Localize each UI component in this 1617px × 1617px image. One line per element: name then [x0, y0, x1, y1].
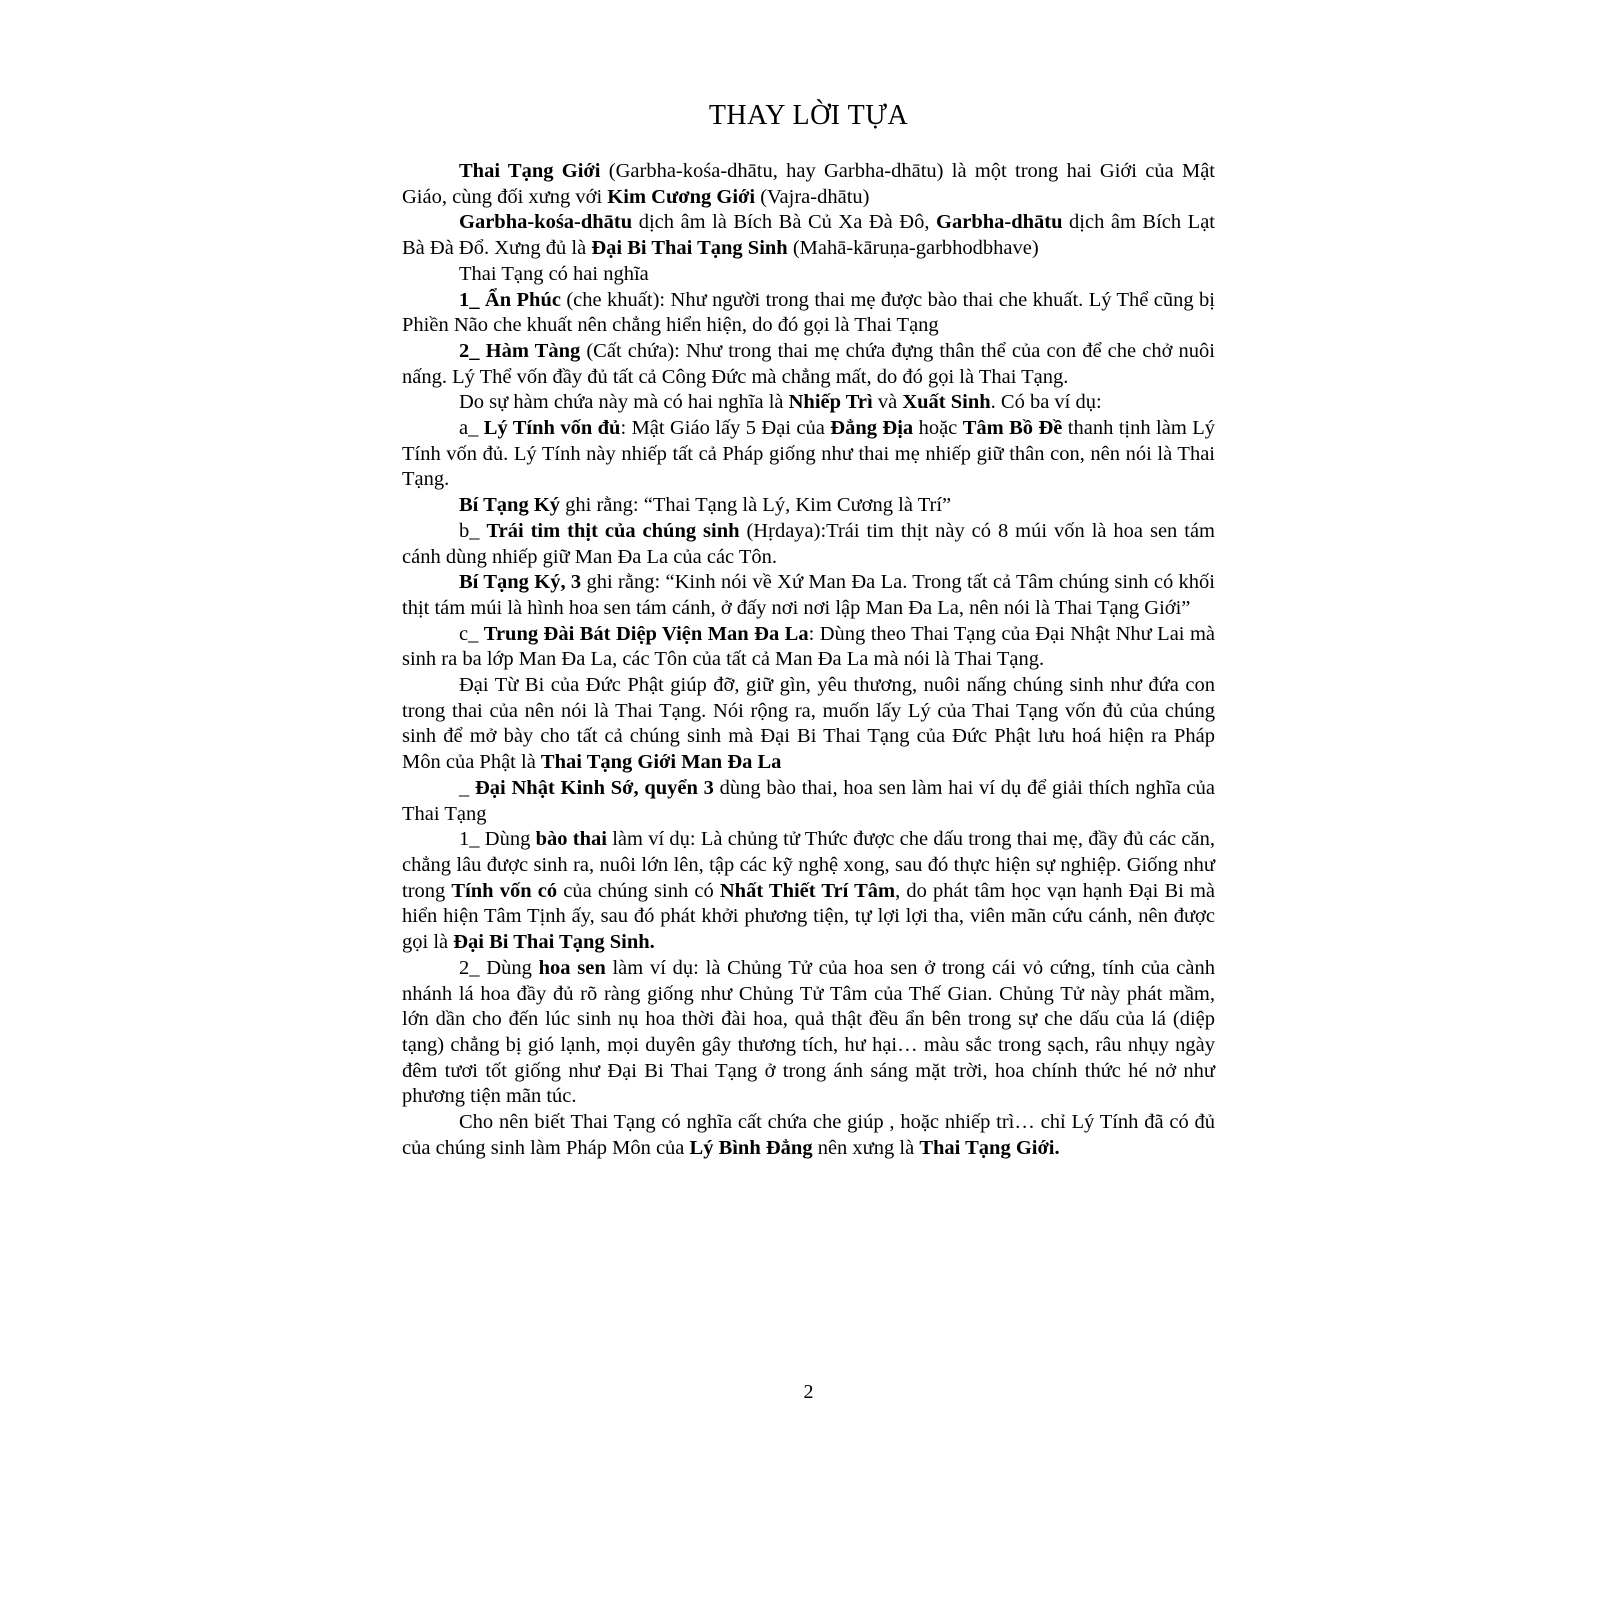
text-run: _ — [459, 776, 475, 799]
paragraph — [402, 339, 1215, 390]
text-run: 2_ Dùng — [459, 956, 539, 979]
text-run-bold: Kim Cương Giới — [607, 185, 756, 208]
text-run: ghi rằng: “Kinh nói về Xứ Man Đa La. Trong tất cả Tâm chúng sinh có khối thịt tám múi là hình hoa sen tám cánh, ở đấy nơi nơi lập Man Đa La, nên nói là Thai Tạng Giới” — [402, 571, 1215, 619]
page-number: 2 — [803, 1381, 814, 1403]
text-run: Do sự hàm chứa này mà có hai nghĩa là — [459, 391, 789, 414]
text-run: (Vajra-dhātu) — [755, 185, 870, 208]
text-run-bold: Thai Tạng Giới. — [919, 1136, 1060, 1159]
text-run-bold: Lý Bình Đẳng — [689, 1136, 813, 1159]
paragraph — [402, 776, 1215, 827]
text-run-bold: Xuất Sinh — [902, 391, 991, 414]
text-run: dịch âm Bích Lạt Bà Đà Đổ. Xưng đủ là — [402, 211, 1215, 260]
paragraph — [402, 262, 1215, 288]
text-run: Thai Tạng có hai nghĩa — [459, 262, 649, 285]
paragraph — [402, 416, 1215, 493]
text-run: dùng bào thai, hoa sen làm hai ví dụ để giải thích nghĩa của Thai Tạng — [402, 776, 1216, 825]
text-run-bold: Garbha-dhātu — [936, 211, 1063, 234]
paragraph — [402, 493, 1215, 519]
paragraph — [402, 210, 1215, 261]
text-run: của chúng sinh có — [557, 879, 720, 902]
text-run-bold: Đại Bi Thai Tạng Sinh — [591, 237, 788, 260]
paragraph — [402, 622, 1215, 673]
text-run: Đại Từ Bi của Đức Phật giúp đỡ, giữ gìn, yêu thương, nuôi nấng chúng sinh như đứa con trong thai của nên nói là Thai Tạng. Nói rộng ra, muốn lấy Lý của Thai Tạng vốn đủ của chúng sinh để mở bày cho tất cả chúng sinh mà Đại Bi Thai Tạng của Đức Phật lưu hoá hiện ra Pháp Môn của Phật là — [402, 674, 1215, 774]
text-run-bold: Tính vốn có — [451, 879, 558, 902]
text-run: Cho nên biết Thai Tạng có nghĩa cất chứa che giúp , hoặc nhiếp trì… chỉ Lý Tính đã có đủ của chúng sinh làm Pháp Môn của — [402, 1111, 1215, 1159]
paragraph — [402, 159, 1215, 210]
text-run-bold: Nhất Thiết Trí Tâm — [719, 879, 896, 902]
text-run: (Cất chứa): Như trong thai mẹ chứa đựng thân thể của con để che chở nuôi nấng. Lý Thể vốn đầy đủ tất cả Công Đức mà chẳng mất, do đó gọi là Thai Tạng. — [402, 339, 1215, 388]
paragraph — [402, 956, 1215, 1110]
document-body — [402, 159, 1215, 1161]
paragraph — [402, 390, 1215, 416]
paragraph — [402, 827, 1215, 956]
text-run: thanh tịnh làm Lý Tính vốn đủ. Lý Tính này nhiếp tất cả Pháp giống như thai mẹ nhiếp giữ thân con, nên nói là Thai Tạng. — [402, 417, 1215, 491]
text-run-bold: Bí Tạng Ký, 3 — [459, 571, 582, 594]
text-run-bold: 2_ Hàm Tàng — [459, 339, 581, 362]
text-run-bold: Thai Tạng Giới Man Đa La — [540, 751, 782, 774]
paragraph — [402, 1110, 1215, 1161]
text-run-bold: hoa sen — [538, 956, 606, 979]
text-run: làm ví dụ: Là chủng tử Thức được che dấu trong thai mẹ, đầy đủ các căn, chẳng lâu được sinh ra, nuôi lớn lên, tập các kỹ nghệ xong, sau đó thực hiện sự nghiệp. Giống như trong — [402, 828, 1215, 902]
text-run: : Dùng theo Thai Tạng của Đại Nhật Như Lai mà sinh ra ba lớp Man Đa La, các Tôn của tất cả Man Đa La mà nói là Thai Tạng. — [402, 622, 1215, 671]
text-run: và — [872, 391, 903, 414]
text-run-bold: Thai Tạng Giới — [459, 160, 609, 182]
text-run: nên xưng là — [812, 1136, 920, 1159]
text-run: 1_ Dùng — [459, 828, 536, 851]
paragraph — [402, 570, 1215, 621]
text-run-bold: Bí Tạng Ký — [459, 494, 561, 517]
text-run: (Garbha-kośa-dhātu, hay Garbha-dhātu) là một trong hai Giới của Mật Giáo, cùng đối xưng với — [402, 160, 1215, 208]
text-run-bold: 1_ Ẩn Phúc — [459, 288, 561, 311]
paragraph — [402, 673, 1215, 776]
text-run-bold: Đại Bi Thai Tạng Sinh. — [453, 931, 655, 954]
page-title: THAY LỜI TỰA — [708, 100, 909, 131]
text-run: ghi rằng: “Thai Tạng là Lý, Kim Cương là Trí” — [560, 494, 952, 517]
text-run: b_ — [459, 519, 487, 542]
text-run: dịch âm là Bích Bà Củ Xa Đà Đô, — [632, 211, 937, 234]
text-run: (Mahā-kāruṇa-garbhodbhave) — [787, 237, 1039, 260]
text-run-bold: Đại Nhật Kinh Sớ, quyển 3 — [475, 776, 714, 799]
text-run-bold: Garbha-kośa-dhātu — [459, 211, 633, 234]
text-run-bold: Lý Tính vốn đủ — [483, 417, 621, 440]
text-run-bold: Nhiếp Trì — [788, 391, 873, 414]
paragraph — [402, 519, 1215, 570]
paragraph — [402, 288, 1215, 339]
text-run: a_ — [459, 417, 484, 440]
text-run: (che khuất): Như người trong thai mẹ được bào thai che khuất. Lý Thể cũng bị Phiền Não che khuất nên chẳng hiển hiện, do đó gọi là Thai Tạng — [402, 288, 1215, 337]
text-run: (Hṛdaya):Trái tim thịt này có 8 múi vốn là hoa sen tám cánh dùng nhiếp giữ Man Đa La của các Tôn. — [402, 519, 1215, 568]
text-run: , do phát tâm học vạn hạnh Đại Bi mà hiển hiện Tâm Tịnh ấy, sau đó phát khởi phương tiện, tự lợi lợi tha, viên mãn cứu cánh, nên được gọi là — [402, 879, 1215, 954]
text-run-bold: Tâm Bồ Đề — [962, 417, 1063, 440]
text-run-bold: Đẳng Địa — [830, 417, 914, 440]
text-run: c_ — [459, 622, 484, 645]
text-run: : Mật Giáo lấy 5 Đại của — [620, 417, 831, 440]
text-run-bold: Trung Đài Bát Diệp Viện Man Đa La — [483, 622, 809, 645]
text-run: làm ví dụ: là Chủng Tử của hoa sen ở trong cái vỏ cứng, tính của cành nhánh lá hoa đầy đủ rõ ràng giống như Chủng Tử Tâm của Thế Gian. Chủng Tử này phát mầm, lớn dần cho đến lúc sinh nụ hoa thời đài hoa, quả thật đều ẩn bên trong sự che dấu của lá (diệp tạng) chẳng bị gió lạnh, mọi duyên gây thương tích, hư hại… màu sắc trong sạch, râu nhụy ngày đêm tươi tốt giống như Đại Bi Thai Tạng ở trong ánh sáng mặt trời, hoa chính thức hé nở như phương tiện mãn túc. — [402, 956, 1215, 1108]
text-run: hoặc — [913, 417, 963, 440]
text-run-bold: Trái tim thịt của chúng sinh — [486, 519, 740, 542]
text-run: . Có ba ví dụ: — [990, 391, 1102, 414]
text-run-bold: bào thai — [535, 828, 607, 851]
